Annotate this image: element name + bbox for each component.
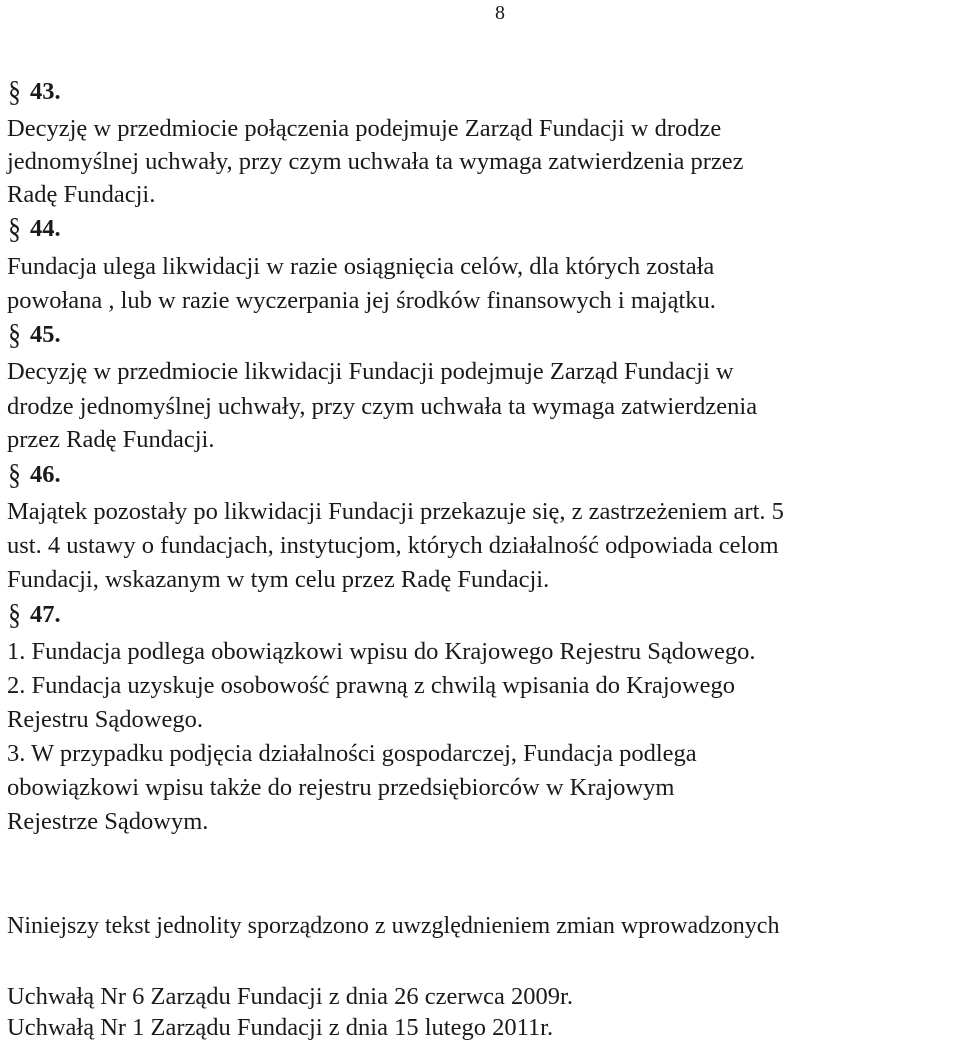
section-heading-47 (7, 600, 61, 630)
section-number: 46. (30, 461, 61, 488)
section-44-line-2: powołana , lub w razie wyczerpania jej środków finansowych i majątku. (7, 287, 716, 314)
section-heading-44 (7, 214, 61, 244)
section-44-line-1: Fundacja ulega likwidacji w razie osiągnięcia celów, dla których została (7, 253, 715, 280)
section-47-line-2: 2. Fundacja uzyskuje osobowość prawną z chwilą wpisania do Krajowego (7, 672, 736, 699)
section-sign-icon: § (8, 212, 21, 245)
page-number: 8 (495, 2, 505, 24)
section-sign-icon: § (8, 75, 21, 108)
footer-note: Niniejszy tekst jednolity sporządzono z uwzględnieniem zmian wprowadzonych (7, 913, 780, 939)
section-sign-icon: § (8, 598, 21, 631)
section-47-line-6: Rejestrze Sądowym. (7, 808, 209, 835)
section-sign-icon: § (8, 318, 21, 351)
section-heading-43 (7, 77, 61, 107)
section-number: 43. (30, 78, 61, 105)
footer-resolution-2: Uchwałą Nr 1 Zarządu Fundacji z dnia 15 lutego 2011r. (7, 1014, 554, 1041)
section-43-line-1: Decyzję w przedmiocie połączenia podejmuje Zarząd Fundacji w drodze (7, 115, 722, 142)
section-sign-icon: § (8, 458, 21, 491)
section-46-line-1: Majątek pozostały po likwidacji Fundacji przekazuje się, z zastrzeżeniem art. 5 (7, 498, 784, 525)
section-heading-46 (7, 460, 61, 490)
section-43-line-3: Radę Fundacji. (7, 181, 156, 208)
section-number: 45. (30, 321, 61, 348)
section-46-line-3: Fundacji, wskazanym w tym celu przez Radę Fundacji. (7, 566, 550, 593)
footer-resolution-1: Uchwałą Nr 6 Zarządu Fundacji z dnia 26 czerwca 2009r. (7, 983, 573, 1010)
section-46-line-2: ust. 4 ustawy o fundacjach, instytucjom, których działalność odpowiada celom (7, 532, 779, 559)
section-number: 44. (30, 215, 61, 242)
section-47-line-5: obowiązkowi wpisu także do rejestru przedsiębiorców w Krajowym (7, 774, 675, 801)
section-47-line-4: 3. W przypadku podjęcia działalności gospodarczej, Fundacja podlega (7, 740, 697, 767)
section-47-line-1: 1. Fundacja podlega obowiązkowi wpisu do Krajowego Rejestru Sądowego. (7, 638, 756, 665)
section-number: 47. (30, 601, 61, 628)
section-43-line-2: jednomyślnej uchwały, przy czym uchwała ta wymaga zatwierdzenia przez (7, 148, 744, 175)
section-47-line-3: Rejestru Sądowego. (7, 706, 203, 733)
section-45-line-1: Decyzję w przedmiocie likwidacji Fundacji podejmuje Zarząd Fundacji w (7, 358, 734, 385)
section-heading-45 (7, 320, 61, 350)
section-45-line-3: przez Radę Fundacji. (7, 426, 215, 453)
section-45-line-2: drodze jednomyślnej uchwały, przy czym uchwała ta wymaga zatwierdzenia (7, 393, 758, 420)
